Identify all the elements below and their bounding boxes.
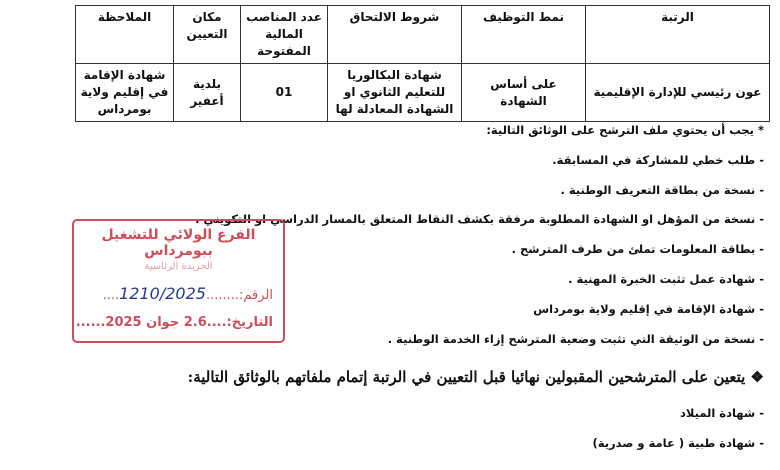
document-item: - شهادة الميلاد	[680, 406, 764, 420]
header-rank: الرتبة	[586, 6, 770, 64]
document-item: - بطاقة المعلومات تملئ من طرف المترشح .	[511, 242, 764, 256]
document-item: - نسخة من الوثيقة التي تثبت وضعية المترشح إزاء الخدمة الوطنية .	[387, 332, 764, 346]
intro-text: * يجب أن يحتوي ملف الترشح على الوثائق التالية:	[486, 123, 764, 137]
header-positions-count: عدد المناصب المالية المفتوحة	[241, 6, 328, 64]
table-header-row	[76, 6, 770, 64]
stamp-date: 2.6 جوان 2025	[105, 315, 207, 330]
document-item: - نسخة من المؤهل او الشهادة المطلوبة مرفقة بكشف النقاط المتعلق بالمسار الدراسي او التكويني .	[195, 212, 764, 226]
stamp-number-row: الرقم:........1210/2025....	[102, 284, 273, 303]
header-location: مكان التعيين	[174, 6, 241, 64]
cell-recruitment-mode: على أساس الشهادة	[462, 64, 586, 122]
final-requirements-heading: ❖ يتعين على المترشحين المقبولين نهائيا قبل التعيين في الرتبة إتمام ملفاتهم بالوثائق التالية:	[187, 368, 764, 386]
header-notes: الملاحظة	[76, 6, 174, 64]
header-recruitment-mode: نمط التوظيف	[462, 6, 586, 64]
stamp-number-label: الرقم:	[239, 288, 273, 303]
stamp-number: 1210/2025	[119, 284, 206, 303]
stamp-date-row: التاريخ:....2.6 جوان 2025......	[75, 315, 273, 330]
cell-positions-count: 01	[241, 64, 328, 122]
document-item: - شهادة عمل تثبت الخبرة المهنية .	[568, 272, 764, 286]
stamp-title: الفرع الولائي للتشغيل ببومرداس	[101, 227, 256, 259]
cell-rank: عون رئيسي للإدارة الإقليمية	[586, 64, 770, 122]
document-item: - نسخة من بطاقة التعريف الوطنية .	[560, 183, 764, 197]
document-item: - طلب خطي للمشاركة في المسابقة.	[552, 153, 764, 167]
cell-conditions: شهادة البكالوريا للتعليم الثانوي او الشهادة المعادلة لها	[328, 64, 462, 122]
document-item: - شهادة الإقامة في إقليم ولاية بومرداس	[533, 302, 764, 316]
header-conditions: شروط الالتحاق	[328, 6, 462, 64]
stamp-date-label: التاريخ:	[226, 315, 273, 330]
cell-location: بلدية أعفير	[174, 64, 241, 122]
positions-table	[75, 5, 770, 122]
document-item: - شهادة طبية ( عامة و صدرية)	[592, 436, 764, 450]
official-stamp	[72, 219, 285, 343]
cell-notes: شهادة الإقامة في إقليم ولاية بومرداس	[76, 64, 174, 122]
table-row	[76, 64, 770, 122]
stamp-subtitle: الجريدة الرئاسية	[144, 261, 213, 272]
